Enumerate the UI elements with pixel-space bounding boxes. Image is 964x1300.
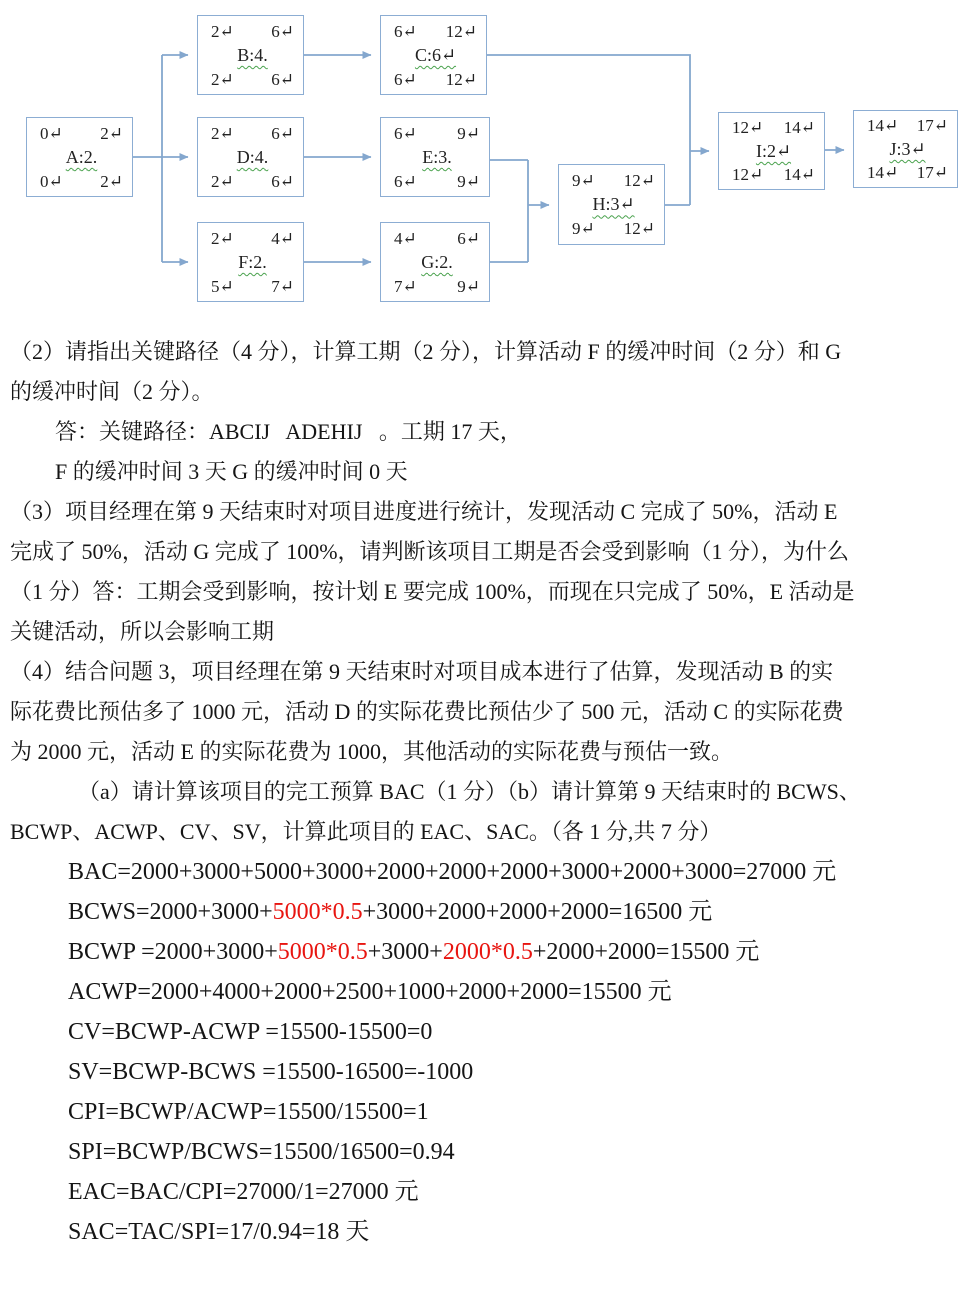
question-4-line-5: BCWP、ACWP、CV、SV，计算此项目的 EAC、SAC。（各 1 分,共 7 分）: [10, 819, 722, 844]
early-finish: 6↵: [271, 123, 294, 143]
formula-bac: BAC=2000+3000+5000+3000+2000+2000+2000+3000+2000+3000=27000 元: [68, 859, 837, 885]
late-finish: 7↵: [271, 276, 294, 296]
late-finish: 14↵: [783, 164, 815, 184]
early-start: 14↵: [867, 116, 899, 136]
early-start: 6↵: [394, 21, 417, 41]
activity-node-C: [380, 15, 487, 95]
formula-bcwp-red-1: 5000*0.5: [277, 939, 368, 965]
formula-bcwp-part-2: +3000+: [367, 939, 443, 965]
precedence-network-diagram: [0, 0, 964, 330]
activity-node-H: [558, 164, 665, 245]
question-2-answer-2: F 的缓冲时间 3 天 G 的缓冲时间 0 天: [55, 459, 408, 484]
formula-spi: SPI=BCWP/BCWS=15500/16500=0.94: [68, 1139, 455, 1165]
formula-sv: SV=BCWP-BCWS =15500-16500=-1000: [68, 1059, 474, 1085]
late-finish: 2↵: [100, 171, 123, 191]
connector-eg-junction: [490, 160, 528, 262]
activity-node-I: [718, 112, 825, 190]
formula-bcwp-red-2: 2000*0.5: [442, 939, 533, 965]
formula-eac: EAC=BAC/CPI=27000/1=27000 元: [68, 1179, 419, 1205]
early-start: 6↵: [394, 123, 417, 143]
late-start: 6↵: [394, 69, 417, 89]
late-finish: 6↵: [271, 171, 294, 191]
late-finish: 12↵: [623, 219, 655, 239]
formula-bcwp-part-1: BCWP =2000+3000+: [68, 939, 278, 965]
late-start: 2↵: [211, 171, 234, 191]
activity-node-D: [197, 117, 304, 197]
connector-a-branch: [133, 55, 162, 262]
question-3-line-2: 完成了 50%，活动 G 完成了 100%，请判断该项目工期是否会受到影响（1 分），为什么: [10, 539, 850, 564]
late-start: 12↵: [732, 164, 764, 184]
activity-label: E:3.: [422, 147, 452, 167]
early-finish: 4↵: [271, 228, 294, 248]
late-finish: 9↵: [457, 276, 480, 296]
early-finish: 17↵: [916, 116, 948, 136]
activity-label: H:3↵: [592, 194, 635, 215]
late-finish: 17↵: [916, 162, 948, 182]
early-start: 2↵: [211, 228, 234, 248]
formula-bcwp-part-3: +2000+2000=15500 元: [532, 939, 760, 965]
late-start: 5↵: [211, 276, 234, 296]
document-text: [0, 330, 964, 1252]
question-4-line-1: （4）结合问题 3，项目经理在第 9 天结束时对项目成本进行了估算，发现活动 B 的实: [10, 659, 834, 684]
activity-label: B:4.: [237, 45, 268, 65]
question-4-line-3: 为 2000 元，活动 E 的实际花费为 1000，其他活动的实际花费与预估一致。: [10, 739, 733, 764]
formula-bcwp: [0, 932, 964, 972]
formula-cv: CV=BCWP-ACWP =15500-15500=0: [68, 1019, 433, 1045]
question-2-line-1: （2）请指出关键路径（4 分），计算工期（2 分），计算活动 F 的缓冲时间（2 分）和 G: [10, 339, 842, 364]
formula-bcws: [0, 892, 964, 932]
question-3-line-3: （1 分）答：工期会受到影响，按计划 E 要完成 100%，而现在只完成了 50%，E 活动是: [10, 579, 855, 604]
late-finish: 12↵: [445, 69, 477, 89]
activity-node-F: [197, 222, 304, 302]
late-start: 9↵: [572, 219, 595, 239]
early-start: 2↵: [211, 123, 234, 143]
early-start: 0↵: [40, 123, 63, 143]
early-start: 4↵: [394, 228, 417, 248]
activity-label: A:2.: [65, 147, 98, 167]
activity-node-E: [380, 117, 490, 197]
formula-bcws-red-1: 5000*0.5: [272, 899, 363, 925]
activity-node-B: [197, 15, 304, 95]
early-finish: 6↵: [271, 21, 294, 41]
early-finish: 2↵: [100, 123, 123, 143]
late-start: 14↵: [867, 162, 899, 182]
late-start: 0↵: [40, 171, 63, 191]
activity-label: G:2.: [421, 252, 453, 272]
activity-label: J:3↵: [889, 138, 926, 159]
question-4-line-2: 际花费比预估多了 1000 元，活动 D 的实际花费比预估少了 500 元，活动 C 的实际花费: [10, 699, 844, 724]
question-4-line-4: （a）请计算该项目的完工预算 BAC（1 分）（b）请计算第 9 天结束时的 BCWS、: [78, 779, 861, 804]
late-finish: 6↵: [271, 69, 294, 89]
late-start: 6↵: [394, 171, 417, 191]
activity-label: I:2↵: [755, 140, 792, 161]
late-finish: 9↵: [457, 171, 480, 191]
formula-acwp: ACWP=2000+4000+2000+2500+1000+2000+2000=15500 元: [68, 979, 672, 1005]
activity-label: F:2.: [238, 252, 267, 272]
early-finish: 12↵: [623, 170, 655, 190]
early-finish: 14↵: [783, 118, 815, 138]
late-start: 2↵: [211, 69, 234, 89]
question-2-line-2: 的缓冲时间（2 分）。: [10, 379, 214, 404]
activity-node-A: [26, 117, 133, 197]
early-finish: 9↵: [457, 123, 480, 143]
early-finish: 6↵: [457, 228, 480, 248]
late-start: 7↵: [394, 276, 417, 296]
activity-node-J: [853, 110, 958, 188]
question-3-line-1: （3）项目经理在第 9 天结束时对项目进度进行统计，发现活动 C 完成了 50%，活动 E: [10, 499, 838, 524]
question-2-answer-1: 答：关键路径：ABCIJ ADEHIJ 。工期 17 天，: [55, 419, 522, 444]
formula-cpi: CPI=BCWP/ACWP=15500/15500=1: [68, 1099, 429, 1125]
formula-bcws-part-2: +3000+2000+2000+2000=16500 元: [362, 899, 713, 925]
early-start: 2↵: [211, 21, 234, 41]
activity-label: D:4.: [236, 147, 269, 167]
question-3-line-4: 关键活动，所以会影响工期: [10, 619, 275, 644]
activity-label: C:6↵: [414, 45, 457, 65]
early-start: 9↵: [572, 170, 595, 190]
formula-bcws-part-1: BCWS=2000+3000+: [68, 899, 273, 925]
early-start: 12↵: [732, 118, 764, 138]
early-finish: 12↵: [445, 21, 477, 41]
activity-node-G: [380, 222, 490, 302]
formula-sac: SAC=TAC/SPI=17/0.94=18 天: [68, 1219, 370, 1245]
